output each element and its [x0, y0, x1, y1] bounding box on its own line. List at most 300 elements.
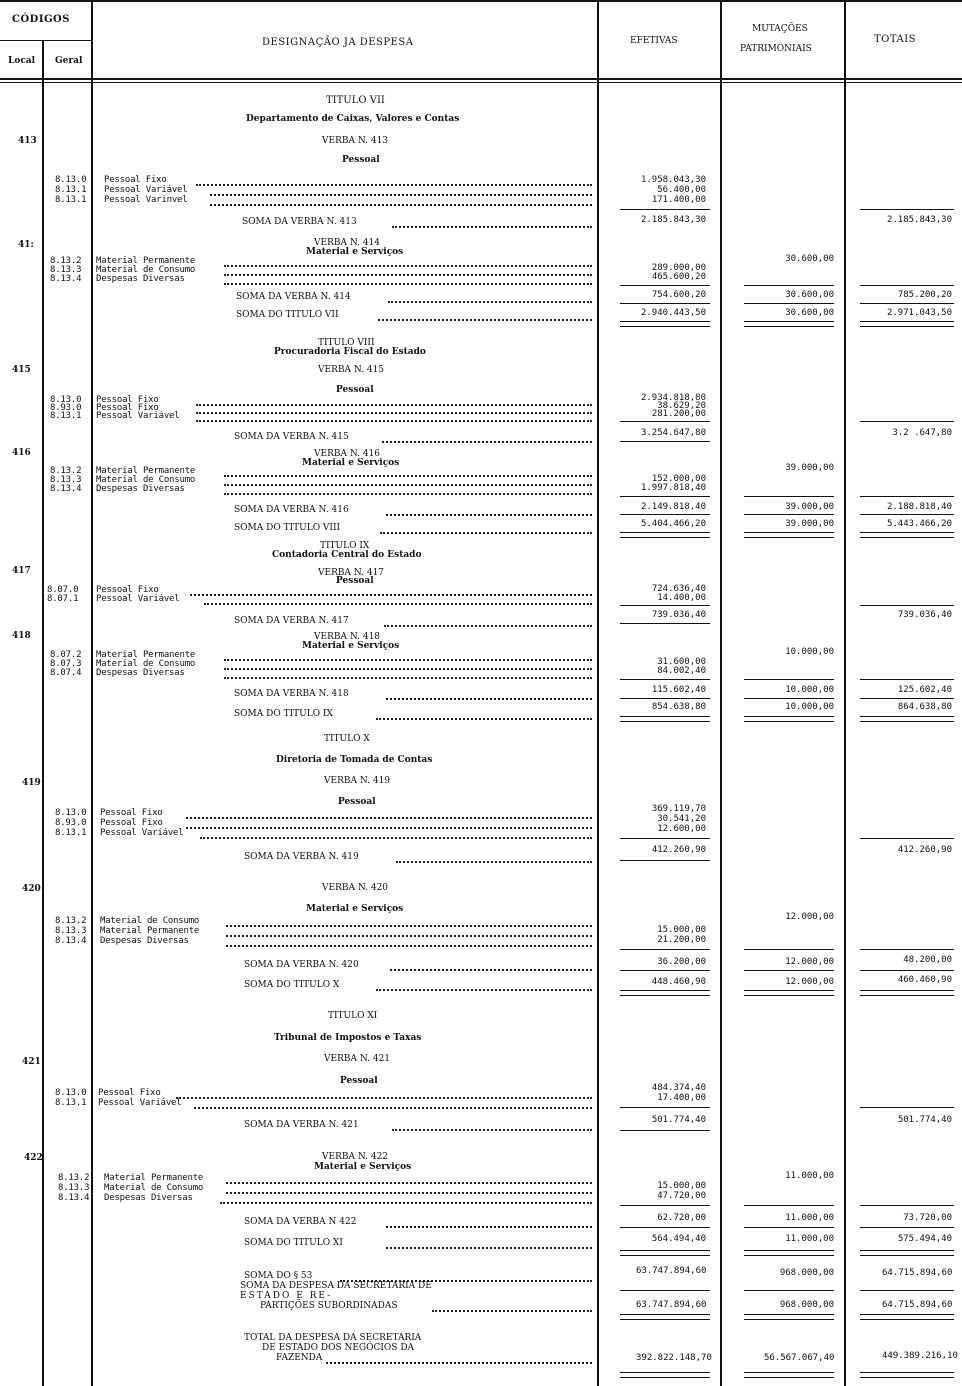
local-code-414: 41: [18, 240, 34, 250]
verba-420-heading: VERBA N. 420 [322, 883, 389, 893]
titulo-x-dept: Diretoria de Tomada de Contas [276, 755, 433, 765]
subtotal-rule [860, 496, 954, 497]
header-totais: TOTAIS [874, 34, 917, 45]
soma-verba-413-label: SOMA DA VERBA N. 413 [242, 217, 357, 227]
local-code-419: 419 [22, 778, 41, 788]
val-413-1: 56.400,00 [657, 185, 706, 195]
subtotal-rule [620, 1130, 710, 1131]
total-double-rule [860, 1314, 954, 1320]
item-414-1: Material de Consumo [96, 265, 196, 275]
leader-dots [226, 934, 592, 947]
local-code-421: 421 [22, 1057, 41, 1067]
item-422-1: Material de Consumo [104, 1183, 204, 1193]
total-double-rule [860, 716, 954, 722]
mut-422: 11.000,00 [785, 1171, 834, 1181]
item-413-2: Pessoal Varinvel [104, 195, 188, 205]
subtotal-rule [620, 1227, 710, 1228]
total-despesa-line-3: FAZENDA [276, 1353, 323, 1363]
leader-dots [210, 193, 592, 206]
soma-418-mutacoes: 10.000,00 [785, 685, 834, 695]
code-418-2: 8.07.4 [50, 668, 82, 678]
leader-dots [224, 272, 592, 285]
soma-419-efetivas: 412.260,90 [651, 845, 706, 855]
code-413-2: 8.13.1 [55, 195, 87, 205]
soma-titulo-viii-mutacoes: 39.000,00 [785, 519, 834, 529]
code-416-0: 8.13.2 [50, 466, 82, 476]
verba-417-pessoal: Pessoal [336, 576, 374, 586]
subtotal-rule [620, 285, 710, 286]
item-422-2: Despesas Diversas [104, 1193, 193, 1203]
item-415-1: Pessoal Fixo [96, 403, 159, 413]
leader-dots [392, 1118, 592, 1131]
code-422-2: 8.13.4 [58, 1193, 90, 1203]
subtotal-rule [860, 970, 954, 971]
subtotal-rule [744, 514, 834, 515]
code-420-0: 8.13.2 [55, 916, 87, 926]
val-422-0: 15.000,00 [657, 1181, 706, 1191]
code-415-0: 8.13.0 [50, 395, 82, 405]
total-double-rule [620, 990, 710, 996]
soma-titulo-x-mutacoes: 12.000,00 [785, 977, 834, 987]
total-double-rule [744, 1314, 834, 1320]
soma-titulo-viii-label: SOMA DO TITULO VIII [234, 523, 341, 533]
item-421-0: Pessoal Fixo [98, 1088, 161, 1098]
leader-dots [326, 1351, 592, 1364]
titulo-vii-title: TITULO VII [326, 95, 385, 106]
local-code-415: 415 [12, 365, 31, 375]
verba-416-heading: VERBA N. 416 [314, 449, 381, 459]
item-420-0: Material de Consumo [100, 916, 200, 926]
col-divider-local [42, 40, 44, 1386]
mut-414: 30.600,00 [785, 254, 834, 264]
code-419-1: 8.93.0 [55, 818, 87, 828]
soma-titulo-xi-mutacoes: 11.000,00 [785, 1234, 834, 1244]
leader-dots [224, 666, 592, 679]
code-417-0: 8.07.0 [47, 585, 79, 595]
leader-dots [380, 521, 592, 534]
soma-422-mutacoes: 11.000,00 [785, 1213, 834, 1223]
item-421-1: Pessoal Variável [98, 1098, 182, 1108]
subtotal-rule [620, 1205, 710, 1206]
soma-verba-419-label: SOMA DA VERBA N. 419 [244, 852, 359, 862]
item-418-0: Material Permanente [96, 650, 196, 660]
verba-418-heading: VERBA N. 418 [314, 632, 381, 642]
subtotal-rule [860, 303, 954, 304]
total-double-rule [620, 1372, 710, 1378]
subtotal-rule [860, 209, 954, 210]
item-415-2: Pessoal Variável [96, 411, 180, 421]
col-divider-efetivas [720, 0, 722, 1386]
val-416-1: 1.997.818,40 [640, 483, 706, 493]
soma-verba-422-label: SOMA DA VERBA N 422 [244, 1217, 357, 1227]
total-despesa-line-2: DE ESTADO DOS NEGÓCIOS DA [262, 1343, 415, 1353]
soma-419-totais: 412.260,90 [897, 845, 952, 855]
subtotal-rule [620, 496, 710, 497]
subtotal-rule [860, 679, 954, 680]
soma-414-efetivas: 754.600,20 [651, 290, 706, 300]
leader-dots [396, 850, 592, 863]
subtotal-rule [744, 496, 834, 497]
subtotal-rule [860, 285, 954, 286]
soma-416-mutacoes: 39.000,00 [785, 502, 834, 512]
leader-dots [384, 614, 592, 627]
mut-420: 12.000,00 [785, 912, 834, 922]
total-double-rule [620, 1314, 710, 1320]
mut-418: 10.000,00 [785, 647, 834, 657]
soma-420-efetivas: 36.200,00 [657, 957, 706, 967]
subtotal-rule [860, 949, 954, 950]
item-414-2: Despesas Diversas [96, 274, 185, 284]
val-414-1: 465.600,20 [651, 272, 706, 282]
titulo-viii-dept: Procuradoria Fiscal do Estado [274, 347, 426, 357]
subtotal-rule [860, 421, 954, 422]
soma-titulo-vii-label: SOMA DO TITULO VII [236, 310, 339, 320]
soma-418-totais: 125.602,40 [897, 685, 952, 695]
leader-dots [386, 1236, 592, 1249]
verba-418-material: Material e Serviços [302, 641, 400, 651]
val-422-1: 47.720,00 [657, 1191, 706, 1201]
total-double-rule [860, 321, 954, 327]
val-417-0: 724.636,40 [651, 584, 706, 594]
soma-secretaria-totais: 64.715.894,60 [882, 1300, 953, 1310]
item-418-1: Material de Consumo [96, 659, 196, 669]
soma-420-mutacoes: 12.000,00 [785, 957, 834, 967]
subtotal-rule [744, 1227, 834, 1228]
item-416-0: Material Permanente [96, 466, 196, 476]
subtotal-rule [860, 1107, 954, 1108]
total-double-rule [744, 1372, 834, 1378]
verba-419-pessoal: Pessoal [338, 797, 376, 807]
subtotal-rule [620, 605, 710, 606]
soma-421-efetivas: 501.774,40 [651, 1115, 706, 1125]
soma-418-efetivas: 115.602,40 [651, 685, 706, 695]
total-despesa-efetivas: 392.822.148,70 [636, 1353, 712, 1363]
leader-dots [376, 707, 592, 720]
header-designacao: DESIGNAÇÃO JA DESPESA [262, 37, 414, 48]
local-code-417: 417 [12, 566, 31, 576]
soma-secretaria-line-2: ESTADO E RE- [240, 1291, 333, 1301]
total-double-rule [860, 1372, 954, 1378]
total-double-rule [620, 321, 710, 327]
total-double-rule [860, 1250, 954, 1256]
soma-415-totais: 3.2 .647,80 [892, 428, 952, 438]
soma-titulo-x-label: SOMA DO TITULO X [244, 980, 340, 990]
verba-414-heading: VERBA N. 414 [314, 238, 381, 248]
verba-415-heading: VERBA N. 415 [318, 365, 385, 375]
item-420-1: Material Permanente [100, 926, 200, 936]
subtotal-rule [744, 679, 834, 680]
soma-421-totais: 501.774,40 [897, 1115, 952, 1125]
header-bottom-rule [0, 78, 962, 80]
subtotal-rule [860, 838, 954, 839]
leader-dots [382, 430, 592, 443]
subtotal-rule [620, 1107, 710, 1108]
code-415-1: 8.93.0 [50, 403, 82, 413]
soma-verba-416-label: SOMA DA VERBA N. 416 [234, 505, 349, 515]
subtotal-rule [620, 421, 710, 422]
total-double-rule [744, 990, 834, 996]
code-419-2: 8.13.1 [55, 828, 87, 838]
val-419-1: 30.541,20 [657, 814, 706, 824]
soma-verba-415-label: SOMA DA VERBA N. 415 [234, 432, 349, 442]
item-414-0: Material Permanente [96, 256, 196, 266]
verba-420-material: Material e Serviços [306, 904, 404, 914]
verba-413-heading: VERBA N. 413 [322, 136, 389, 146]
leader-dots [392, 215, 592, 228]
soma-titulo-xi-totais: 575.494,40 [897, 1234, 952, 1244]
soma-420-totais: 48.200,00 [903, 955, 952, 965]
code-417-1: 8.07.1 [47, 594, 79, 604]
leader-dots [432, 1299, 592, 1312]
titulo-vii-dept: Departamento de Caixas, Valores e Contas [246, 114, 460, 124]
subtotal-rule [744, 698, 834, 699]
soma-417-totais: 739.036,40 [897, 610, 952, 620]
leader-dots [386, 1215, 592, 1228]
header-mutacoes: MUTAÇÕES [752, 24, 808, 34]
verba-413-pessoal: Pessoal [342, 155, 380, 165]
header-geral: Geral [55, 56, 83, 66]
subtotal-rule [620, 441, 710, 442]
subtotal-rule [744, 285, 834, 286]
verba-417-heading: VERBA N. 417 [318, 568, 385, 578]
total-double-rule [744, 716, 834, 722]
code-421-1: 8.13.1 [55, 1098, 87, 1108]
leader-dots [204, 592, 592, 605]
header-efetivas: EFETIVAS [630, 36, 678, 46]
subtotal-rule [860, 514, 954, 515]
total-double-rule [744, 1250, 834, 1256]
soma-titulo-ix-efetivas: 854.638,80 [651, 702, 706, 712]
val-413-0: 1.958.043,30 [640, 175, 706, 185]
total-double-rule [860, 532, 954, 538]
verba-422-material: Material e Serviços [314, 1162, 412, 1172]
item-415-0: Pessoal Fixo [96, 395, 159, 405]
leader-dots [220, 1191, 592, 1204]
subtotal-rule [860, 698, 954, 699]
subtotal-rule [620, 860, 710, 861]
code-415-2: 8.13.1 [50, 411, 82, 421]
subtotal-rule [620, 209, 710, 210]
code-418-0: 8.07.2 [50, 650, 82, 660]
subtotal-rule [620, 949, 710, 950]
verba-421-pessoal: Pessoal [340, 1076, 378, 1086]
item-413-1: Pessoal Variável [104, 185, 188, 195]
soma-secretaria-efetivas: 63.747.894,60 [636, 1300, 707, 1310]
val-417-1: 14.400,00 [657, 593, 706, 603]
soma-53-totais: 64.715.894,60 [882, 1268, 953, 1278]
soma-titulo-vii-efetivas: 2.940.443,50 [640, 308, 706, 318]
titulo-x-title: TITULO X [324, 734, 370, 744]
col-divider-designacao [597, 0, 599, 1386]
leader-dots [224, 482, 592, 495]
item-413-0: Pessoal Fixo [104, 175, 167, 185]
val-416-0: 152.000,00 [651, 474, 706, 484]
val-414-0: 289.000,00 [651, 263, 706, 273]
code-421-0: 8.13.0 [55, 1088, 87, 1098]
mut-416: 39.000,00 [785, 463, 834, 473]
soma-secretaria-line-1: SOMA DA DESPESA DA SECRETARIA DE [240, 1281, 432, 1291]
header-codigos: CÓDIGOS [12, 14, 70, 25]
subtotal-rule [744, 303, 834, 304]
val-419-2: 12.600,00 [657, 824, 706, 834]
verba-416-material: Material e Serviços [302, 458, 400, 468]
total-double-rule [744, 532, 834, 538]
item-416-1: Material de Consumo [96, 475, 196, 485]
subtotal-rule [620, 514, 710, 515]
subtotal-rule [744, 949, 834, 950]
soma-verba-418-label: SOMA DA VERBA N. 418 [234, 689, 349, 699]
soma-verba-421-label: SOMA DA VERBA N. 421 [244, 1120, 359, 1130]
val-421-1: 17.400,00 [657, 1093, 706, 1103]
leader-dots [378, 308, 592, 321]
total-double-rule [860, 990, 954, 996]
total-despesa-line-1: TOTAL DA DESPESA DA SECRETARIA [244, 1333, 422, 1343]
leader-dots [196, 409, 592, 422]
subtotal-rule [620, 698, 710, 699]
soma-titulo-ix-mutacoes: 10.000,00 [785, 702, 834, 712]
item-418-2: Despesas Diversas [96, 668, 185, 678]
soma-417-efetivas: 739.036,40 [651, 610, 706, 620]
verba-422-heading: VERBA N. 422 [322, 1152, 389, 1162]
code-414-2: 8.13.4 [50, 274, 82, 284]
item-419-1: Pessoal Fixo [100, 818, 163, 828]
soma-titulo-x-totais: 460.460,90 [897, 975, 952, 985]
verba-421-heading: VERBA N. 421 [324, 1054, 391, 1064]
leader-dots [194, 1096, 592, 1109]
subtotal-rule [860, 1205, 954, 1206]
val-415-1: 38.629,20 [657, 401, 706, 411]
leader-dots [376, 978, 592, 991]
subtotal-rule [860, 1290, 954, 1291]
total-double-rule [620, 532, 710, 538]
soma-titulo-xi-label: SOMA DO TITULO XI [244, 1238, 343, 1248]
soma-titulo-ix-label: SOMA DO TITULO IX [234, 709, 333, 719]
soma-verba-417-label: SOMA DA VERBA N. 417 [234, 616, 349, 626]
total-double-rule [620, 716, 710, 722]
subtotal-rule [860, 605, 954, 606]
subtotal-rule [620, 1290, 710, 1291]
titulo-viii-title: TITULO VIII [318, 338, 375, 348]
local-code-420: 420 [22, 884, 41, 894]
soma-414-totais: 785.200,20 [897, 290, 952, 300]
soma-413-totais: 2.185.843,30 [886, 215, 952, 225]
code-422-0: 8.13.2 [58, 1173, 90, 1183]
code-414-1: 8.13.3 [50, 265, 82, 275]
item-420-2: Despesas Diversas [100, 936, 189, 946]
code-420-1: 8.13.3 [55, 926, 87, 936]
code-418-1: 8.07.3 [50, 659, 82, 669]
col-divider-geral [91, 0, 93, 1386]
total-despesa-totais: 449.389.216,10 [882, 1351, 958, 1361]
header-patrimoniais: PATRIMONIAIS [740, 44, 812, 54]
soma-422-efetivas: 62.720,00 [657, 1213, 706, 1223]
local-code-422: 422 [24, 1153, 43, 1163]
local-code-418: 418 [12, 631, 31, 641]
item-422-0: Material Permanente [104, 1173, 204, 1183]
soma-verba-420-label: SOMA DA VERBA N. 420 [244, 960, 359, 970]
item-416-2: Despesas Diversas [96, 484, 185, 494]
code-414-0: 8.13.2 [50, 256, 82, 266]
val-421-0: 484.374,40 [651, 1083, 706, 1093]
soma-415-efetivas: 3.254.647,80 [640, 428, 706, 438]
subtotal-rule [620, 679, 710, 680]
verba-415-pessoal: Pessoal [336, 385, 374, 395]
leader-dots [200, 826, 592, 839]
subtotal-rule [744, 1205, 834, 1206]
titulo-ix-title: TITULO IX [320, 541, 370, 551]
total-double-rule [744, 321, 834, 327]
code-422-1: 8.13.3 [58, 1183, 90, 1193]
total-double-rule [620, 1250, 710, 1256]
header-divider [0, 40, 93, 41]
soma-titulo-vii-mutacoes: 30.600,00 [785, 308, 834, 318]
code-420-2: 8.13.4 [55, 936, 87, 946]
subtotal-rule [620, 303, 710, 304]
soma-416-efetivas: 2.149.818,40 [640, 502, 706, 512]
val-420-0: 15.000,00 [657, 925, 706, 935]
soma-titulo-viii-totais: 5.443.466,20 [886, 519, 952, 529]
soma-416-totais: 2.188.818,40 [886, 502, 952, 512]
val-419-0: 369.119,70 [651, 804, 706, 814]
soma-53-efetivas: 63.747.894,60 [636, 1266, 707, 1276]
titulo-xi-title: TITULO XI [328, 1011, 378, 1021]
soma-secretaria-mutacoes: 968.000,00 [779, 1300, 834, 1310]
top-rule [0, 0, 962, 2]
item-419-2: Pessoal Variável [100, 828, 184, 838]
subtotal-rule [744, 970, 834, 971]
soma-422-totais: 73.720,00 [903, 1213, 952, 1223]
soma-secretaria-line-3: PARTIÇÕES SUBORDINADAS [260, 1301, 398, 1311]
code-416-1: 8.13.3 [50, 475, 82, 485]
code-416-2: 8.13.4 [50, 484, 82, 494]
subtotal-rule [620, 623, 710, 624]
soma-titulo-vii-totais: 2.971.043,50 [886, 308, 952, 318]
col-divider-mutacoes [844, 0, 846, 1386]
leader-dots [386, 687, 592, 700]
code-413-1: 8.13.1 [55, 185, 87, 195]
subtotal-rule [744, 1290, 834, 1291]
verba-414-material: Material e Serviços [306, 247, 404, 257]
leader-dots [386, 503, 592, 516]
code-413-0: 8.13.0 [55, 175, 87, 185]
titulo-ix-dept: Contadoria Central do Estado [272, 550, 422, 560]
soma-titulo-x-efetivas: 448.460,90 [651, 977, 706, 987]
soma-414-mutacoes: 30.600,00 [785, 290, 834, 300]
val-413-2: 171.400,00 [651, 195, 706, 205]
leader-dots [388, 290, 592, 303]
titulo-xi-dept: Tribunal de Impostos e Taxas [274, 1033, 422, 1043]
verba-419-heading: VERBA N. 419 [324, 776, 391, 786]
item-417-0: Pessoal Fixo [96, 585, 159, 595]
item-419-0: Pessoal Fixo [100, 808, 163, 818]
code-419-0: 8.13.0 [55, 808, 87, 818]
local-code-416: 416 [12, 448, 31, 458]
header-local: Local [8, 56, 36, 66]
soma-titulo-xi-efetivas: 564.494,40 [651, 1234, 706, 1244]
val-418-1: 84.002,40 [657, 666, 706, 676]
soma-verba-414-label: SOMA DA VERBA N. 414 [236, 292, 351, 302]
leader-dots [390, 958, 592, 971]
header-bottom-rule-2 [0, 82, 962, 83]
soma-titulo-ix-totais: 864.638,80 [897, 702, 952, 712]
soma-413-efetivas: 2.185.843,30 [640, 215, 706, 225]
val-415-2: 281.200,00 [651, 409, 706, 419]
soma-53-label: SOMA DO § 53 [244, 1271, 313, 1281]
val-420-1: 21.200,00 [657, 935, 706, 945]
local-code-413: 413 [18, 136, 37, 146]
subtotal-rule [620, 970, 710, 971]
item-417-1: Pessoal Variável [96, 594, 180, 604]
